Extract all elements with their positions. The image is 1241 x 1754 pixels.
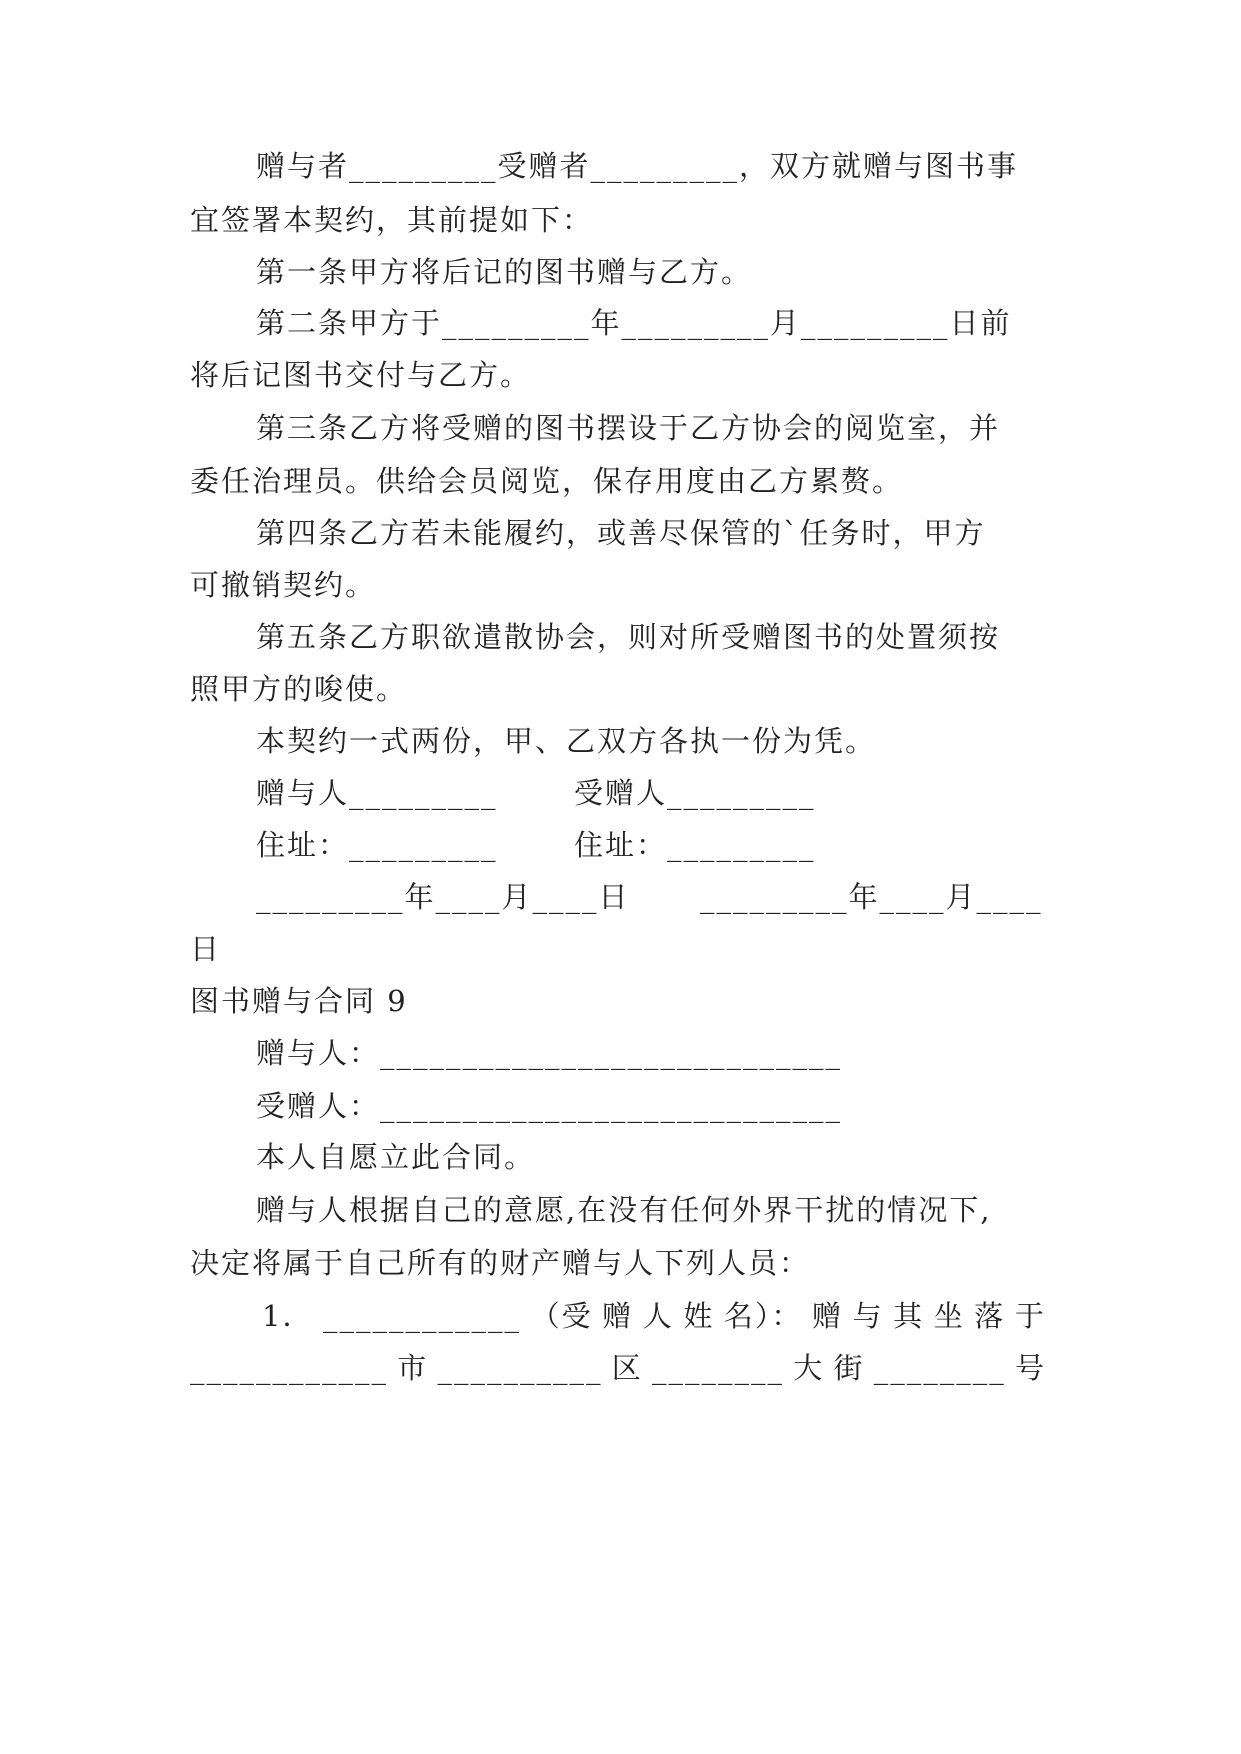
item-1-line xyxy=(262,1296,1046,1336)
text-line: 照甲方的唆使。 xyxy=(190,672,408,706)
text-line: 赠与者_________受赠者_________，双方就赠与图书事 xyxy=(256,149,1019,183)
text-segment: 于 xyxy=(1014,1299,1046,1333)
text-segment: 人 xyxy=(642,1299,674,1333)
text-segment: ________ xyxy=(651,1351,784,1385)
text-segment: 街 xyxy=(833,1351,865,1385)
section-title: 图书赠与合同 9 xyxy=(190,984,408,1018)
signature-donor: 赠与人_________ xyxy=(256,776,498,810)
text-line: 赠与人根据自己的意愿,在没有任何外界干扰的情况下, xyxy=(256,1193,992,1227)
text-line: 第四条乙方若未能履约，或善尽保管的`任务时，甲方 xyxy=(256,516,986,550)
text-line: 第三条乙方将受赠的图书摆设于乙方协会的阅览室，并 xyxy=(256,411,1001,445)
text-line: 决定将属于自己所有的财产赠与人下列人员： xyxy=(190,1246,811,1280)
text-segment: （受 xyxy=(530,1299,593,1333)
recipient-field: 受赠人：____________________________ xyxy=(256,1089,843,1123)
text-segment: ____________ xyxy=(323,1299,522,1333)
text-segment: 名）： xyxy=(723,1299,803,1333)
text-line: 本契约一式两份，甲、乙双方各执一份为凭。 xyxy=(256,724,877,758)
text-segment: 姓 xyxy=(683,1299,715,1333)
donor-field: 赠与人：____________________________ xyxy=(256,1036,843,1070)
text-segment: 落 xyxy=(974,1299,1006,1333)
text-line: 本人自愿立此合同。 xyxy=(256,1140,536,1174)
date-recipient: _________年____月____ xyxy=(700,880,1043,914)
text-segment: 与 xyxy=(852,1299,884,1333)
text-line: 宜签署本契约，其前提如下： xyxy=(190,203,594,237)
address-line xyxy=(190,1348,1046,1388)
signature-recipient: 受赠人_________ xyxy=(574,776,816,810)
text-segment: 1． xyxy=(262,1299,314,1333)
text-segment: __________ xyxy=(437,1351,603,1385)
text-segment: 其 xyxy=(893,1299,925,1333)
text-line: 第二条甲方于_________年_________月_________日前 xyxy=(256,306,1012,340)
text-segment: 大 xyxy=(793,1351,825,1385)
text-segment: 坐 xyxy=(933,1299,965,1333)
text-line: 将后记图书交付与乙方。 xyxy=(190,358,532,392)
text-segment: 赠 xyxy=(811,1299,843,1333)
text-segment: 赠 xyxy=(602,1299,634,1333)
date-donor: _________年____月____日 xyxy=(256,880,630,914)
text-segment: 市 xyxy=(397,1351,429,1385)
text-line: 日 xyxy=(190,932,222,966)
text-line: 委任治理员。供给会员阅览，保存用度由乙方累赘。 xyxy=(190,464,904,498)
text-segment: ____________ xyxy=(190,1351,388,1385)
text-segment: 号 xyxy=(1014,1351,1046,1385)
text-segment: ________ xyxy=(873,1351,1006,1385)
text-line: 第一条甲方将后记的图书赠与乙方。 xyxy=(256,255,753,289)
address-donor: 住址：_________ xyxy=(256,828,498,862)
address-recipient: 住址：_________ xyxy=(574,828,816,862)
text-segment: 区 xyxy=(611,1351,643,1385)
text-line: 第五条乙方职欲遣散协会，则对所受赠图书的处置须按 xyxy=(256,620,1001,654)
text-line: 可撤销契约。 xyxy=(190,568,377,602)
